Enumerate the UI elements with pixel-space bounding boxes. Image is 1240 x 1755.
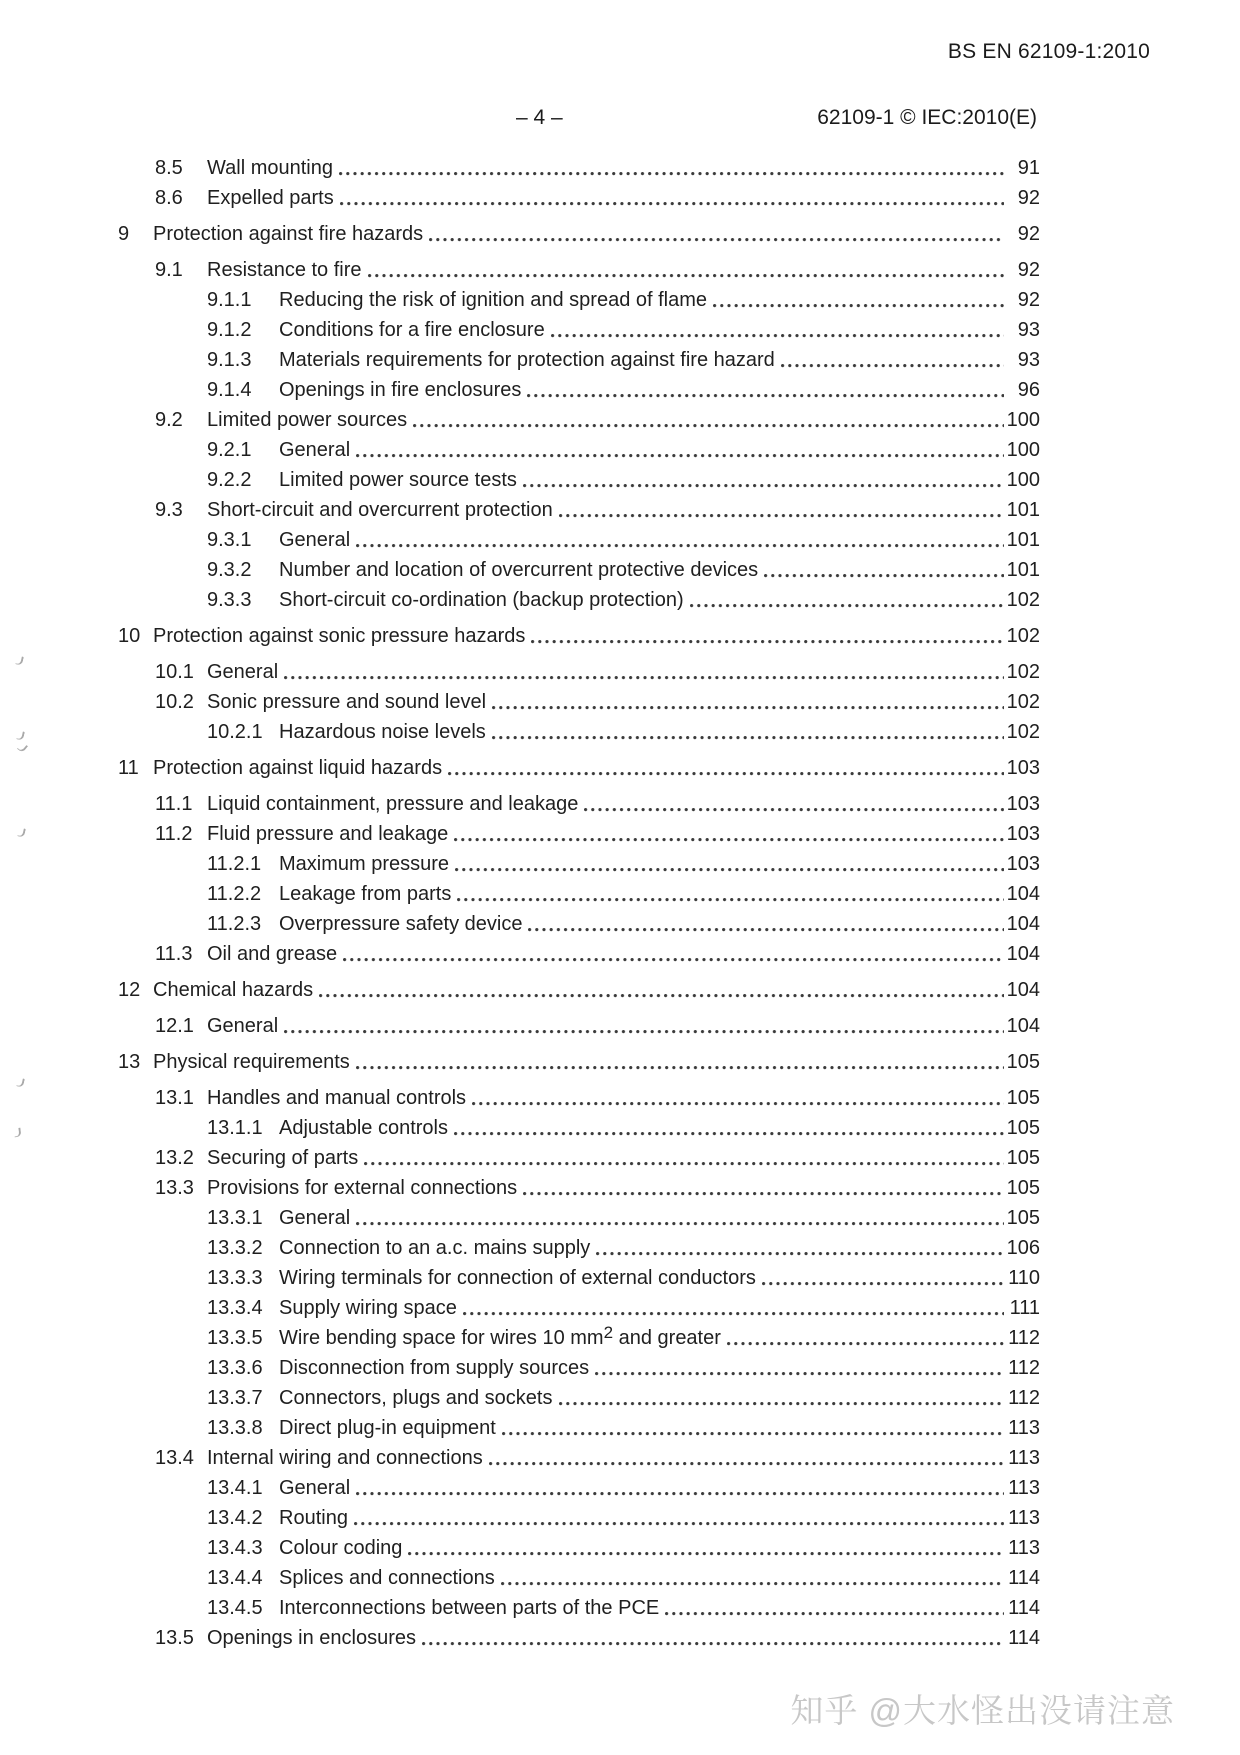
toc-entry-title: General — [207, 661, 279, 683]
toc-entry-page: 103 — [1006, 823, 1040, 845]
toc-entry-title: Protection against sonic pressure hazards — [153, 625, 526, 647]
toc-entry-title: Resistance to fire — [207, 259, 362, 281]
dot-leader — [457, 898, 1004, 902]
toc-entry-number: 11 — [118, 757, 139, 779]
table-of-contents — [118, 158, 1040, 1658]
toc-entry — [118, 1052, 1040, 1073]
dot-leader — [559, 1402, 1005, 1406]
toc-entry-page: 100 — [1006, 469, 1040, 491]
toc-entry-number: 13.3.6 — [207, 1357, 263, 1379]
toc-entry-page: 92 — [1017, 259, 1040, 281]
toc-entry-title: Short-circuit co-ordination (backup protection) — [279, 589, 684, 611]
toc-entry-number: 13.5 — [155, 1627, 194, 1649]
scan-artifact — [13, 1128, 21, 1138]
toc-entry — [118, 980, 1040, 1001]
toc-entry-title: Supply wiring space — [279, 1297, 457, 1319]
toc-entry-number: 9.2.2 — [207, 469, 252, 491]
dot-leader — [762, 1282, 1004, 1286]
dot-leader — [368, 274, 1004, 278]
toc-entry-title: Leakage from parts — [279, 883, 452, 905]
dot-leader — [364, 1162, 1004, 1166]
toc-entry-title: Maximum pressure — [279, 853, 450, 875]
toc-entry — [207, 1358, 1040, 1379]
toc-entry-page: 105 — [1006, 1117, 1040, 1139]
toc-entry-page: 110 — [1008, 1267, 1040, 1289]
toc-entry-title: Reducing the risk of ignition and spread of flame — [279, 289, 708, 311]
toc-entry-number: 13.4.3 — [207, 1537, 263, 1559]
toc-entry — [155, 1448, 1040, 1469]
toc-entry-page: 112 — [1008, 1357, 1040, 1379]
toc-entry — [207, 350, 1040, 371]
toc-entry-number: 12 — [118, 979, 141, 1001]
toc-entry-number: 13.4.4 — [207, 1567, 263, 1589]
toc-entry-number: 9.2 — [155, 409, 183, 431]
scan-artifact — [17, 742, 28, 753]
toc-entry-title: Disconnection from supply sources — [279, 1357, 590, 1379]
dot-leader — [502, 1432, 1004, 1436]
dot-leader — [596, 1252, 1004, 1256]
dot-leader — [455, 868, 1004, 872]
toc-entry-number: 8.5 — [155, 157, 183, 179]
toc-entry — [207, 1538, 1040, 1559]
toc-entry-title: Wall mounting — [207, 157, 333, 179]
dot-leader — [448, 772, 1004, 776]
toc-entry-title: Provisions for external connections — [207, 1177, 518, 1199]
dot-leader — [319, 994, 1004, 998]
toc-entry-title: Number and location of overcurrent protective devices — [279, 559, 759, 581]
toc-entry-title: Materials requirements for protection against fire hazard — [279, 349, 775, 371]
dot-leader — [354, 1522, 1004, 1526]
toc-entry-title: General — [279, 529, 351, 551]
toc-entry-page: 111 — [1009, 1297, 1040, 1319]
toc-entry-number: 10.2 — [155, 691, 194, 713]
toc-entry-title: Chemical hazards — [153, 979, 314, 1001]
dot-leader — [284, 1030, 1004, 1034]
toc-entry-title: Protection against fire hazards — [153, 223, 424, 245]
toc-entry-number: 13.3.8 — [207, 1417, 263, 1439]
dot-leader — [343, 958, 1004, 962]
dot-leader — [340, 202, 1004, 206]
dot-leader — [339, 172, 1004, 176]
toc-entry — [155, 1628, 1040, 1649]
toc-entry-page: 102 — [1006, 721, 1040, 743]
toc-entry-number: 13.3.7 — [207, 1387, 263, 1409]
toc-entry-number: 13.3.1 — [207, 1207, 263, 1229]
toc-entry — [155, 188, 1040, 209]
dot-leader — [527, 394, 1004, 398]
toc-entry-title: Openings in enclosures — [207, 1627, 417, 1649]
dot-leader — [429, 238, 1004, 242]
toc-entry — [207, 914, 1040, 935]
toc-entry-title: Connectors, plugs and sockets — [279, 1387, 553, 1409]
toc-entry-page: 100 — [1006, 439, 1040, 461]
dot-leader — [523, 1192, 1004, 1196]
toc-entry — [155, 1178, 1040, 1199]
toc-entry-number: 9.3.2 — [207, 559, 252, 581]
toc-entry-page: 92 — [1017, 187, 1040, 209]
toc-entry-number: 13.3 — [155, 1177, 194, 1199]
toc-entry-title: Direct plug-in equipment — [279, 1417, 496, 1439]
dot-leader — [284, 676, 1004, 680]
toc-entry-number: 11.2 — [155, 823, 193, 845]
superscript: 2 — [603, 1323, 614, 1342]
dot-leader — [454, 1132, 1004, 1136]
dot-leader — [531, 640, 1004, 644]
toc-entry-number: 9.2.1 — [207, 439, 252, 461]
scan-artifact — [15, 655, 24, 665]
toc-entry-page: 113 — [1008, 1447, 1040, 1469]
toc-entry — [207, 1508, 1040, 1529]
dot-leader — [523, 484, 1004, 488]
toc-entry — [207, 470, 1040, 491]
toc-entry-number: 9 — [118, 223, 130, 245]
toc-entry-title: Oil and grease — [207, 943, 338, 965]
toc-entry-number: 9.1.4 — [207, 379, 252, 401]
toc-entry-number: 11.2.1 — [207, 853, 262, 875]
dot-leader — [356, 1492, 1004, 1496]
toc-entry-number: 9.3.1 — [207, 529, 252, 551]
dot-leader — [492, 736, 1004, 740]
toc-entry-title: Handles and manual controls — [207, 1087, 467, 1109]
toc-entry-number: 13.4.2 — [207, 1507, 263, 1529]
toc-entry — [207, 1268, 1040, 1289]
toc-entry — [207, 320, 1040, 341]
toc-entry — [155, 1148, 1040, 1169]
toc-entry-number: 13.4.5 — [207, 1597, 263, 1619]
toc-entry-number: 13.4.1 — [207, 1477, 263, 1499]
dot-leader — [454, 838, 1004, 842]
toc-entry-number: 13 — [118, 1051, 141, 1073]
toc-entry-number: 13.3.5 — [207, 1327, 263, 1349]
toc-entry-page: 105 — [1006, 1177, 1040, 1199]
toc-entry — [207, 1388, 1040, 1409]
toc-entry-page: 105 — [1006, 1207, 1040, 1229]
toc-entry-title: Physical requirements — [153, 1051, 350, 1073]
dot-leader — [356, 1066, 1004, 1070]
dot-leader — [501, 1582, 1004, 1586]
toc-entry-page: 91 — [1017, 157, 1040, 179]
standard-reference: BS EN 62109-1:2010 — [947, 40, 1150, 63]
toc-entry-title: Liquid containment, pressure and leakage — [207, 793, 579, 815]
toc-entry-page: 103 — [1006, 853, 1040, 875]
toc-entry-page: 114 — [1008, 1597, 1040, 1619]
toc-entry-number: 13.1 — [155, 1087, 194, 1109]
toc-entry-title: Openings in fire enclosures — [279, 379, 522, 401]
toc-entry-number: 9.3.3 — [207, 589, 252, 611]
dot-leader — [713, 304, 1004, 308]
toc-entry-title: Sonic pressure and sound level — [207, 691, 487, 713]
toc-entry-number: 13.1.1 — [207, 1117, 263, 1139]
dot-leader — [356, 544, 1004, 548]
dot-leader — [492, 706, 1004, 710]
watermark: 知乎 @大水怪出没请注意 — [790, 1692, 1175, 1729]
dot-leader — [463, 1312, 1004, 1316]
dot-leader — [413, 424, 1004, 428]
toc-entry-title: Limited power source tests — [279, 469, 517, 491]
toc-entry-page: 112 — [1008, 1387, 1040, 1409]
toc-entry-title: Expelled parts — [207, 187, 334, 209]
toc-entry-title: Short-circuit and overcurrent protection — [207, 499, 553, 521]
toc-entry-title: General — [279, 1207, 351, 1229]
toc-entry-page: 113 — [1008, 1507, 1040, 1529]
toc-entry — [118, 626, 1040, 647]
toc-entry-page: 92 — [1017, 289, 1040, 311]
toc-entry-title: Overpressure safety device — [279, 913, 523, 935]
dot-leader — [690, 604, 1004, 608]
toc-entry-page: 113 — [1008, 1417, 1040, 1439]
toc-entry-number: 11.3 — [155, 943, 193, 965]
toc-entry-number: 10.2.1 — [207, 721, 263, 743]
toc-entry-page: 102 — [1006, 589, 1040, 611]
toc-entry-number: 12.1 — [155, 1015, 194, 1037]
toc-entry — [207, 590, 1040, 611]
toc-entry-number: 11.1 — [155, 793, 193, 815]
toc-entry-page: 102 — [1006, 661, 1040, 683]
toc-entry-page: 104 — [1006, 913, 1040, 935]
toc-entry-number: 9.1.2 — [207, 319, 252, 341]
toc-entry — [207, 1118, 1040, 1139]
toc-entry-page: 105 — [1006, 1147, 1040, 1169]
toc-entry-number: 10.1 — [155, 661, 194, 683]
dot-leader — [356, 1222, 1004, 1226]
toc-entry — [155, 692, 1040, 713]
toc-entry-number: 9.1.3 — [207, 349, 252, 371]
toc-entry-title: Splices and connections — [279, 1567, 495, 1589]
toc-entry-page: 101 — [1006, 559, 1040, 581]
dot-leader — [356, 454, 1004, 458]
toc-entry-number: 9.1 — [155, 259, 183, 281]
toc-entry — [155, 662, 1040, 683]
dot-leader — [665, 1612, 1004, 1616]
toc-entry-page: 104 — [1006, 979, 1040, 1001]
toc-entry — [155, 1016, 1040, 1037]
toc-entry-number: 13.3.2 — [207, 1237, 263, 1259]
toc-entry — [155, 1088, 1040, 1109]
toc-entry-title: Connection to an a.c. mains supply — [279, 1237, 591, 1259]
dot-leader — [781, 364, 1004, 368]
toc-entry-number: 9.3 — [155, 499, 183, 521]
toc-entry-title: Hazardous noise levels — [279, 721, 486, 743]
toc-entry-title: Colour coding — [279, 1537, 403, 1559]
dot-leader — [727, 1342, 1004, 1346]
dot-leader — [764, 574, 1004, 578]
toc-entry — [207, 440, 1040, 461]
dot-leader — [551, 334, 1004, 338]
toc-entry-page: 96 — [1017, 379, 1040, 401]
toc-entry-page: 106 — [1006, 1237, 1040, 1259]
toc-entry — [207, 722, 1040, 743]
toc-entry-page: 113 — [1008, 1477, 1040, 1499]
toc-entry-page: 112 — [1008, 1327, 1040, 1349]
toc-entry-number: 9.1.1 — [207, 289, 252, 311]
scan-artifact — [17, 827, 26, 837]
dot-leader — [595, 1372, 1004, 1376]
toc-entry-page: 101 — [1006, 529, 1040, 551]
toc-entry-page: 93 — [1017, 319, 1040, 341]
toc-entry-number: 13.3.4 — [207, 1297, 263, 1319]
toc-entry — [118, 758, 1040, 779]
toc-entry — [207, 290, 1040, 311]
toc-entry — [155, 794, 1040, 815]
toc-entry — [207, 1478, 1040, 1499]
toc-entry-page: 102 — [1006, 691, 1040, 713]
toc-entry — [207, 854, 1040, 875]
toc-entry — [207, 380, 1040, 401]
toc-entry-page: 104 — [1006, 1015, 1040, 1037]
toc-entry-number: 11.2.2 — [207, 883, 262, 905]
toc-entry-page: 93 — [1017, 349, 1040, 371]
toc-entry-title: Routing — [279, 1507, 348, 1529]
dot-leader — [528, 928, 1004, 932]
toc-entry-title: General — [279, 439, 351, 461]
toc-entry — [207, 1323, 1040, 1349]
toc-entry — [207, 560, 1040, 581]
document-reference: 62109-1 © IEC:2010(E) — [817, 106, 1037, 129]
page-number-marker: – 4 – — [516, 106, 563, 129]
toc-entry-page: 102 — [1006, 625, 1040, 647]
toc-entry — [155, 260, 1040, 281]
toc-entry — [207, 1298, 1040, 1319]
toc-entry — [207, 1208, 1040, 1229]
toc-entry — [118, 224, 1040, 245]
toc-entry — [207, 1238, 1040, 1259]
toc-entry — [207, 1418, 1040, 1439]
scan-artifact — [16, 730, 25, 740]
toc-entry-number: 10 — [118, 625, 141, 647]
toc-entry-number: 13.2 — [155, 1147, 194, 1169]
toc-entry-number: 8.6 — [155, 187, 183, 209]
toc-entry-page: 92 — [1017, 223, 1040, 245]
toc-entry-title: Protection against liquid hazards — [153, 757, 443, 779]
toc-entry-page: 113 — [1008, 1537, 1040, 1559]
toc-entry-title: Securing of parts — [207, 1147, 359, 1169]
toc-entry-page: 114 — [1008, 1567, 1040, 1589]
toc-entry-title: Wire bending space for wires 10 $mm^2$ and greater — [279, 1323, 721, 1349]
toc-entry-title: Fluid pressure and leakage — [207, 823, 449, 845]
toc-entry-number: 11.2.3 — [207, 913, 262, 935]
dot-leader — [584, 808, 1004, 812]
toc-entry — [155, 410, 1040, 431]
toc-entry-page: 105 — [1006, 1087, 1040, 1109]
dot-leader — [559, 514, 1004, 518]
scan-artifact — [16, 1077, 25, 1087]
dot-leader — [489, 1462, 1004, 1466]
toc-entry-page: 101 — [1006, 499, 1040, 521]
toc-entry-title: Conditions for a fire enclosure — [279, 319, 545, 341]
toc-entry — [155, 158, 1040, 179]
toc-entry-number: 13.3.3 — [207, 1267, 263, 1289]
toc-entry-page: 114 — [1008, 1627, 1040, 1649]
toc-entry-title: Internal wiring and connections — [207, 1447, 483, 1469]
toc-entry — [207, 1598, 1040, 1619]
toc-entry-title: Adjustable controls — [279, 1117, 448, 1139]
toc-entry-page: 105 — [1006, 1051, 1040, 1073]
dot-leader — [472, 1102, 1004, 1106]
toc-entry — [207, 884, 1040, 905]
dot-leader — [408, 1552, 1004, 1556]
toc-entry-page: 104 — [1006, 943, 1040, 965]
dot-leader — [422, 1642, 1004, 1646]
toc-entry-title: Limited power sources — [207, 409, 408, 431]
toc-entry-title: General — [279, 1477, 351, 1499]
toc-entry — [155, 824, 1040, 845]
toc-entry — [155, 944, 1040, 965]
toc-entry-number: 13.4 — [155, 1447, 194, 1469]
toc-entry-page: 103 — [1006, 757, 1040, 779]
toc-entry-page: 104 — [1006, 883, 1040, 905]
toc-entry — [207, 530, 1040, 551]
toc-entry-title: Interconnections between parts of the PCE — [279, 1597, 660, 1619]
toc-entry-page: 100 — [1006, 409, 1040, 431]
toc-entry-title: Wiring terminals for connection of external conductors — [279, 1267, 756, 1289]
toc-entry — [207, 1568, 1040, 1589]
toc-entry-page: 103 — [1006, 793, 1040, 815]
toc-entry-title: General — [207, 1015, 279, 1037]
toc-entry — [155, 500, 1040, 521]
